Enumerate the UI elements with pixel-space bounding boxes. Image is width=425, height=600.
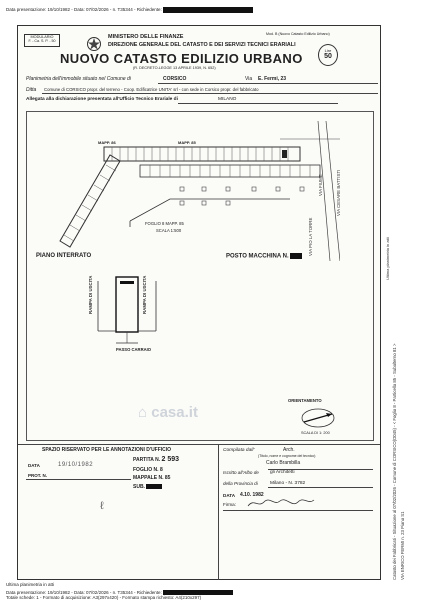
mappale-value: 85 bbox=[164, 475, 171, 481]
rampa-right-label: RAMPA DI USCITA bbox=[142, 275, 147, 314]
annotation-data-value: 19/10/1982 bbox=[58, 462, 94, 468]
stamp-text: casa.it bbox=[151, 404, 198, 421]
iscritto-value: gli Architetti bbox=[270, 470, 295, 475]
planimetria-row bbox=[26, 76, 131, 82]
lire-stamp bbox=[318, 44, 338, 66]
tecnico-name: Carlo Brambilla bbox=[266, 460, 301, 466]
north-arrow-icon bbox=[298, 406, 338, 430]
date-value: 4.10. 1982 bbox=[240, 492, 264, 498]
modulario-box bbox=[24, 34, 60, 47]
redacted-requester bbox=[163, 7, 253, 13]
partita-value: 2 593 bbox=[161, 456, 180, 463]
firma-label: Firma: bbox=[223, 502, 237, 507]
top-header-text: Data presentazione: 19/10/1982 - Data: 07/02/2026 - n. T35344 - Richiedente: bbox=[6, 7, 162, 13]
compilata-value: Arch. bbox=[283, 447, 295, 453]
plan-scale-label: SCALA 1:500 bbox=[156, 228, 182, 233]
lire-value: 50 bbox=[324, 53, 332, 60]
allegata-label: Allegata alla dichiarazione presentata all'Ufficio Tecnico Erariale di bbox=[26, 97, 178, 102]
rampa-left-label: RAMPA DI USCITA bbox=[88, 275, 93, 314]
direction-title: DIREZIONE GENERALE DEL CATASTO E DEI SERVIZI TECNICI ERARIALI bbox=[108, 42, 296, 48]
handwritten-mark: ℓ bbox=[100, 500, 104, 512]
provincia-value: Milano - N. 3782 bbox=[270, 481, 306, 486]
emblem-icon bbox=[86, 36, 102, 52]
piano-label: PIANO INTERRATO bbox=[36, 253, 92, 259]
floor-plan bbox=[78, 271, 198, 351]
compilata-label: Compilata dall' bbox=[223, 448, 255, 453]
via-label: Via bbox=[245, 76, 253, 82]
orientamento-label: ORIENTAMENTO bbox=[288, 398, 322, 403]
posto-row bbox=[226, 253, 302, 260]
ditta-label: Ditta bbox=[26, 87, 37, 93]
signature-icon bbox=[246, 496, 316, 510]
sub-row bbox=[133, 484, 162, 490]
side-right-text-2: VIA ENRICO FERMI n. 23 Piano S1 bbox=[400, 511, 405, 580]
foglio-label: FOGLIO N. bbox=[133, 467, 159, 473]
via-value: E. Fermi, 23 bbox=[258, 76, 287, 82]
passo-carraio-label: PASSO CARRAIO bbox=[116, 347, 152, 352]
mappale-label: MAPPALE N. bbox=[133, 475, 164, 481]
scala-bottom-label: SCALA DI 1: 200 bbox=[301, 431, 330, 435]
mapp-left-label: MAPP. 86 bbox=[98, 140, 116, 145]
footer-ultima: Ultima planimetria in atti bbox=[6, 582, 55, 587]
foglio-mapp-label: FOGLIO 8 MAPP. 85 bbox=[145, 221, 184, 226]
side-right-text: Catasto dei Fabbricati - Situazione al 07/02/2026 - Comune di CORSICO(D045) - < Foglio 8 - Particella 85 - Subalterno 81 > bbox=[392, 343, 397, 580]
footer-line2: Totale schede: 1 - Formato di acquisizione: A3(297x420) - Formato stampa richiesto: A4(210x297) bbox=[6, 595, 202, 600]
planimetria-label: Planimetria dell'immobile situato nel Comune di bbox=[26, 76, 131, 82]
decree-text: (R. DECRETO-LEGGE 13 APRILE 1939, N. 652) bbox=[133, 66, 216, 70]
ministry-title: MINISTERO DELLE FINANZE bbox=[108, 34, 184, 40]
foglio-value: 8 bbox=[159, 467, 163, 473]
street-upper-label: VIA FIUME bbox=[318, 174, 323, 196]
comune-value: CORSICO bbox=[163, 76, 187, 82]
model-b-label: Mod. B (Nuovo Catasto Edilizio Urbano) bbox=[266, 32, 330, 36]
mapp-right-label: MAPP. 85 bbox=[178, 140, 196, 145]
top-header bbox=[6, 7, 253, 13]
iscritto-label: Iscritto all'Albo de bbox=[223, 470, 259, 475]
lire-label: Lire bbox=[324, 48, 332, 53]
ditta-value: Comune di CORSICO propr. del terreno - Coop. Edificatrice UNITA' srl - con sede in Corsico propr. del fabbricato bbox=[44, 87, 259, 92]
footer-line1-text: Data presentazione: 19/10/1982 - Data: 07/02/2026 - n. T35344 - Richiedente: bbox=[6, 590, 162, 595]
modulario-label: MODULARIO bbox=[30, 35, 54, 39]
modulario-code: F. - Ca. S. P. - 50 bbox=[28, 39, 56, 44]
redacted-sub bbox=[146, 484, 162, 489]
posto-label: POSTO MACCHINA N. bbox=[226, 253, 289, 260]
street-left-label: VIA CESARE BATTISTI bbox=[336, 169, 341, 216]
compilata-note: (Titolo, nome e cognome del tecnico) bbox=[258, 454, 316, 458]
annotation-data-label: DATA bbox=[28, 463, 40, 468]
casa-stamp: ⌂ casa.it bbox=[138, 404, 198, 421]
annotations-header: SPAZIO RISERVATO PER LE ANNOTAZIONI D'UFFICIO bbox=[42, 447, 172, 453]
redacted-posto-number bbox=[290, 253, 302, 259]
partita-row bbox=[133, 456, 179, 463]
provincia-label: della Provincia di bbox=[223, 481, 258, 486]
partita-label: PARTITA N. bbox=[133, 457, 161, 463]
side-right-small: Ultima planimetria in atti bbox=[385, 237, 390, 280]
annotation-prot-label: PROT. N. bbox=[28, 473, 48, 478]
street-lower-label: VIA PIO LA TORRE bbox=[308, 217, 313, 256]
date-label: DATA bbox=[223, 493, 236, 498]
sub-label: SUB. bbox=[133, 484, 145, 490]
cadastral-sheet bbox=[17, 25, 381, 580]
ufficio-value: MILANO bbox=[218, 97, 237, 102]
mappale-row bbox=[133, 475, 170, 481]
form-title: NUOVO CATASTO EDILIZIO URBANO bbox=[60, 51, 303, 66]
foglio-row bbox=[133, 467, 163, 473]
